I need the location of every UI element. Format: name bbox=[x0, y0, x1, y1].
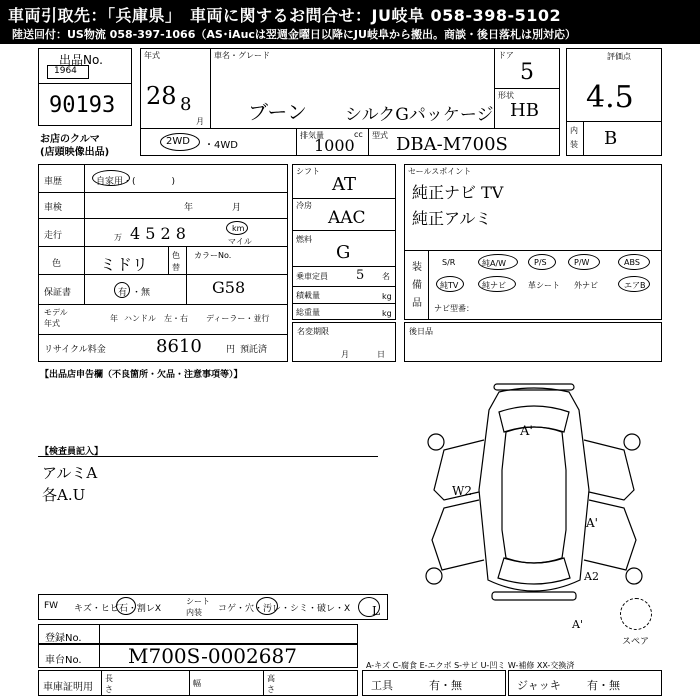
score-divider bbox=[567, 121, 661, 122]
mileage-value: 4 5 2 8 bbox=[130, 224, 186, 243]
interior-label-1: 内 bbox=[570, 126, 578, 135]
equip-airbag-circle bbox=[618, 276, 650, 292]
cert-div-3 bbox=[263, 671, 264, 695]
cert-length-1: 長 bbox=[105, 674, 113, 683]
sales-point-label: セールスポイント bbox=[408, 167, 472, 176]
mileage-man: 万 bbox=[114, 233, 122, 242]
mark-a-rear: A2 bbox=[584, 570, 599, 583]
warranty-no: ・無 bbox=[132, 288, 151, 298]
color-sub-1: 色 bbox=[172, 251, 180, 260]
mark-a-spare: A' bbox=[572, 618, 583, 631]
year-divider bbox=[210, 48, 211, 128]
tools-opt: 有・無 bbox=[429, 679, 462, 692]
cert-height-1: 高 bbox=[267, 674, 275, 683]
mark-a-top: A' bbox=[520, 424, 533, 439]
equip-ext-navi: 外ナビ bbox=[574, 281, 598, 290]
sales-point-line1: 純正ナビ TV bbox=[412, 183, 504, 202]
history-circle bbox=[92, 170, 130, 186]
interior-divider bbox=[583, 121, 584, 155]
mid-div-2 bbox=[292, 230, 396, 231]
owner-change-box bbox=[292, 322, 396, 362]
inspection-label: 車検 bbox=[44, 203, 63, 213]
shape-value: HB bbox=[510, 100, 539, 121]
fw-mark: L bbox=[372, 604, 380, 618]
doors-mid-divider bbox=[494, 88, 560, 89]
year-month: 8 bbox=[180, 94, 192, 115]
fw-seat-items: コゲ・穴・汚レ・シミ・破レ・X bbox=[218, 604, 351, 614]
row-div-4 bbox=[38, 274, 288, 275]
mid-div-4 bbox=[292, 286, 396, 287]
equip-leather: 革シート bbox=[528, 281, 560, 290]
load-unit: kg bbox=[382, 292, 392, 301]
left-detail-block bbox=[38, 164, 288, 362]
recycle-status: 預託済 bbox=[240, 345, 268, 355]
row-div-6 bbox=[38, 334, 288, 335]
sales-point-line2: 純正アルミ bbox=[412, 209, 492, 228]
history-label: 車歴 bbox=[44, 177, 63, 187]
front-bumper bbox=[494, 384, 574, 390]
equip-pw-circle bbox=[568, 254, 600, 270]
model-year-handle: ハンドル 左・右 bbox=[124, 314, 188, 323]
wheel-rl bbox=[426, 568, 442, 584]
equip-airbag: エアB bbox=[624, 281, 646, 290]
warranty-yes: 有 bbox=[118, 288, 128, 298]
equip-navi-circle bbox=[478, 276, 516, 292]
recycle-label: リサイクル料金 bbox=[44, 345, 106, 355]
post-install-box bbox=[404, 322, 662, 362]
capacity-value: 5 bbox=[356, 268, 365, 283]
color-code-label: カラーNo. bbox=[194, 251, 232, 260]
drive-4wd: ・4WD bbox=[204, 140, 238, 151]
certificate-label: 車庫証明用 bbox=[43, 682, 93, 693]
chassis-value: M700S-0002687 bbox=[128, 644, 297, 668]
cert-width: 幅 bbox=[193, 679, 201, 688]
drive-2wd: 2WD bbox=[166, 136, 190, 147]
score-label: 評価点 bbox=[607, 52, 631, 61]
equip-aw: 純A/W bbox=[482, 259, 507, 268]
header-line2: 陸送回付：US物流 058-397-1066（AS･iAucは翌週金曜日以降にJU岐阜から搬出。商談・後日落札は別対応） bbox=[12, 28, 576, 41]
wheel-fr bbox=[624, 434, 640, 450]
ac-value: AAC bbox=[328, 208, 366, 228]
color-code-div bbox=[186, 246, 187, 304]
label-col-div bbox=[84, 164, 85, 304]
doors-label: ドア bbox=[498, 51, 514, 60]
car-roof bbox=[502, 427, 566, 563]
recycle-value: 8610 bbox=[156, 336, 202, 357]
chassis-div bbox=[99, 645, 100, 667]
lot-number-box bbox=[38, 48, 132, 126]
type-label: 型式 bbox=[372, 131, 388, 140]
mileage-km: km bbox=[232, 224, 245, 233]
mid-div-5 bbox=[292, 303, 396, 304]
car-diagram bbox=[404, 380, 664, 630]
row-div-5 bbox=[38, 304, 288, 305]
color-sub-2: 替 bbox=[172, 263, 180, 272]
model-year-year: 年 bbox=[110, 314, 118, 323]
owner-change-day: 日 bbox=[377, 350, 385, 359]
history-value: 自家用・( ) bbox=[96, 177, 176, 187]
mileage-mile: マイル bbox=[228, 237, 252, 246]
fw-hibi-circle bbox=[116, 597, 136, 615]
model-name: ブーン bbox=[248, 100, 307, 124]
fw-seat-label-2: 内装 bbox=[186, 608, 202, 617]
tools-row bbox=[362, 670, 506, 696]
load-label: 積載量 bbox=[296, 291, 320, 300]
warranty-circle bbox=[114, 282, 130, 298]
ac-label: 冷房 bbox=[296, 201, 312, 210]
color-value: ミドリ bbox=[100, 255, 149, 274]
lot-label: 出品No. bbox=[59, 53, 103, 67]
displacement-value: 1000 bbox=[314, 136, 355, 155]
lot-sub: 1964 bbox=[54, 66, 77, 76]
lot-number: 90193 bbox=[49, 93, 116, 118]
mark-w2: W2 bbox=[452, 484, 472, 498]
car-body-outline bbox=[479, 388, 589, 591]
wheel-rr bbox=[626, 568, 642, 584]
fw-stain-circle bbox=[256, 597, 278, 615]
equip-top-div bbox=[404, 250, 662, 251]
inspector-underline bbox=[38, 456, 378, 457]
warranty-label: 保証書 bbox=[44, 288, 72, 298]
chassis-label: 車台No. bbox=[45, 655, 82, 666]
shop-line1: お店のクルマ bbox=[40, 134, 100, 145]
equip-label-2: 備 bbox=[412, 280, 422, 291]
lot-sub-box bbox=[47, 65, 89, 79]
year-month-unit: 月 bbox=[196, 117, 204, 126]
mid-div-3 bbox=[292, 266, 396, 267]
score-value: 4.5 bbox=[586, 80, 634, 115]
mid-div-1 bbox=[292, 198, 396, 199]
year-label: 年式 bbox=[144, 51, 160, 60]
recycle-unit: 円 bbox=[226, 345, 236, 355]
fw-items: キズ・ヒビ石・割レX bbox=[74, 604, 161, 614]
right-side-lower bbox=[584, 500, 636, 570]
cert-height-2: さ bbox=[267, 685, 275, 694]
seller-notes-label: 【出品店申告欄（不良箇所・欠品・注意事項等）】 bbox=[40, 370, 243, 380]
cert-div-1 bbox=[101, 671, 102, 695]
shape-label: 形状 bbox=[498, 91, 514, 100]
capacity-unit: 名 bbox=[382, 272, 390, 281]
equip-label-1: 装 bbox=[412, 262, 422, 273]
model-grade: シルクGパッケージ bbox=[345, 105, 494, 125]
mark-a-side: A' bbox=[586, 516, 598, 530]
header-bar bbox=[0, 0, 700, 44]
displacement-unit: cc bbox=[354, 130, 363, 139]
header-line1: 車両引取先：「兵庫県」 車両に関するお問合せ：JU岐阜 058-398-5102 bbox=[8, 6, 562, 25]
top-row-divider bbox=[140, 128, 560, 129]
inspector-label: 【検査員記入】 bbox=[40, 447, 104, 457]
shift-value: AT bbox=[332, 174, 357, 195]
cert-div-2 bbox=[189, 671, 190, 695]
spare-tire-icon bbox=[620, 598, 652, 630]
cert-length-2: さ bbox=[105, 685, 113, 694]
equip-label-div bbox=[428, 250, 429, 320]
equip-ps: P/S bbox=[534, 258, 547, 267]
registration-row bbox=[38, 624, 358, 644]
owner-change-label: 名変期限 bbox=[297, 327, 329, 336]
left-side-lower bbox=[432, 500, 484, 570]
model-year-label1: モデル bbox=[44, 308, 68, 317]
owner-change-month: 月 bbox=[341, 350, 349, 359]
color-label: 色 bbox=[52, 259, 62, 269]
rear-window bbox=[498, 558, 570, 584]
inspection-year: 年 bbox=[184, 203, 194, 213]
registration-label: 登録No. bbox=[45, 633, 82, 644]
row-div-2 bbox=[38, 218, 288, 219]
row-div-1 bbox=[38, 192, 288, 193]
type-value: DBA-M700S bbox=[396, 134, 508, 155]
equip-navi: 純ナビ bbox=[482, 281, 506, 290]
mileage-label: 走行 bbox=[44, 231, 63, 241]
jack-label: ジャッキ bbox=[517, 679, 561, 692]
equip-sr: S/R bbox=[442, 258, 456, 267]
spare-label: スペア bbox=[622, 637, 650, 647]
equip-aw-circle bbox=[478, 254, 518, 270]
type-divider bbox=[368, 128, 369, 156]
fw-seat-label-1: シート bbox=[186, 597, 210, 606]
jack-row bbox=[508, 670, 662, 696]
right-side-upper bbox=[584, 440, 634, 500]
inspector-line2: 各A.U bbox=[42, 486, 86, 504]
equip-abs-circle bbox=[618, 254, 650, 270]
equip-pw: P/W bbox=[574, 258, 590, 267]
weight-unit: kg bbox=[382, 309, 392, 318]
equip-abs: ABS bbox=[624, 258, 640, 267]
displacement-label: 排気量 bbox=[300, 131, 324, 140]
fw-label: FW bbox=[44, 601, 59, 611]
lot-divider bbox=[39, 83, 131, 84]
doors-value: 5 bbox=[520, 60, 534, 85]
fuel-label: 燃料 bbox=[296, 235, 312, 244]
jack-opt: 有・無 bbox=[587, 679, 620, 692]
equip-tv-circle bbox=[436, 276, 464, 292]
registration-div bbox=[99, 625, 100, 643]
shift-label: シフト bbox=[296, 167, 320, 176]
weight-label: 総重量 bbox=[296, 308, 320, 317]
drive-divider bbox=[296, 128, 297, 156]
interior-value: B bbox=[604, 128, 618, 149]
wheel-fl bbox=[428, 434, 444, 450]
equip-tv: 純TV bbox=[440, 281, 459, 290]
capacity-label: 乗車定員 bbox=[296, 272, 328, 281]
color-code-value: G58 bbox=[212, 278, 246, 297]
model-year-label2: 年式 bbox=[44, 319, 60, 328]
tools-label: 工具 bbox=[371, 679, 393, 692]
equip-navi-model: ナビ型番： bbox=[434, 304, 474, 313]
damage-legend: A-キズ C-腐食 E-エクボ S-サビ U-凹ミ W-補修 XX-交換済 bbox=[366, 661, 575, 670]
year-value: 28 bbox=[146, 82, 177, 110]
model-label: 車名・グレード bbox=[214, 51, 270, 60]
shop-line2: (店頭映像出品) bbox=[40, 147, 110, 158]
interior-label-2: 装 bbox=[570, 140, 578, 149]
mileage-km-circle bbox=[226, 221, 248, 235]
color-sub-div bbox=[168, 246, 169, 274]
fuel-value: G bbox=[336, 242, 351, 263]
model-year-dealer: ディーラー・並行 bbox=[206, 314, 270, 323]
rear-bumper bbox=[492, 592, 576, 600]
equip-label-3: 品 bbox=[412, 298, 422, 309]
windshield bbox=[499, 406, 569, 432]
inspector-line1: アルミA bbox=[42, 464, 98, 482]
inspection-month: 月 bbox=[232, 203, 242, 213]
equip-ps-circle bbox=[528, 254, 556, 270]
post-install-label: 後日品 bbox=[409, 327, 433, 336]
certificate-row bbox=[38, 670, 358, 696]
